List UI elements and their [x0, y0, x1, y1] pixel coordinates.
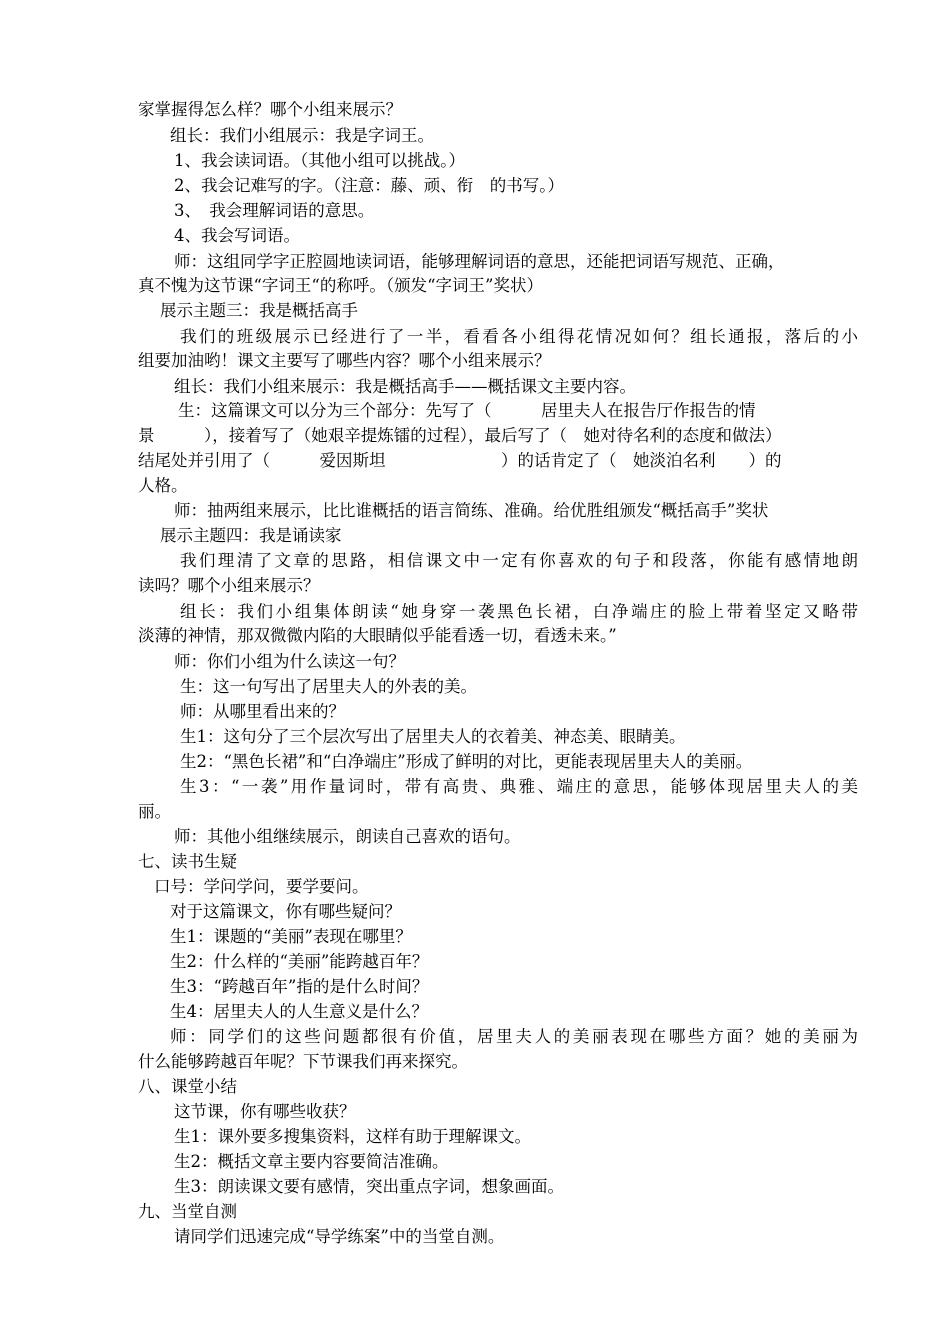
- text-line: 人格。: [138, 476, 188, 495]
- text-line: 组长：我们小组来展示：我是概括高手——概括课文主要内容。: [174, 377, 636, 396]
- text-line: 生2：什么样的“美丽”能跨越百年？: [170, 952, 429, 971]
- section-heading: 展示主题三：我是概括高手: [160, 301, 358, 320]
- text-line: 这节课，你有哪些收获？: [174, 1102, 356, 1121]
- section-heading: 七、读书生疑: [138, 852, 237, 871]
- text-line: 组长：我们小组展示：我是字词王。: [170, 126, 434, 145]
- text-line: 家掌握得怎么样？哪个小组来展示？: [138, 100, 402, 119]
- text-line: 组要加油哟！课文主要写了哪些内容？哪个小组来展示？: [138, 351, 551, 370]
- text-line: 生3：“跨越百年”指的是什么时间？: [170, 977, 429, 996]
- text-line: 生3：朗读课文要有感情，突出重点字词，想象画面。: [174, 1177, 564, 1196]
- text-line: 师：你们小组为什么读这一句？: [174, 652, 405, 671]
- text-line: 生1：这句分了三个层次写出了居里夫人的衣着美、神态美、眼睛美。: [180, 727, 686, 746]
- text-line: 淡薄的神情，那双微微内陷的大眼睛似乎能看透一切，看透未来。”: [138, 626, 617, 645]
- text-line: 师：同学们的这些问题都很有价值，居里夫人的美丽表现在哪些方面？她的美丽为: [170, 1027, 858, 1046]
- section-heading: 九、当堂自测: [138, 1202, 237, 1221]
- text-line: 生1：课题的“美丽”表现在哪里？: [170, 927, 412, 946]
- section-heading: 八、课堂小结: [138, 1077, 237, 1096]
- text-line: 师：这组同学字正腔圆地读词语，能够理解词语的意思，还能把词语写规范、正确，: [174, 252, 785, 271]
- text-line: 2、我会记难写的字。（注意：藤、顽、衔 的书写。）: [174, 176, 564, 195]
- text-line: 3、 我会理解词语的意思。: [174, 201, 375, 220]
- text-line: 我们的班级展示已经进行了一半，看看各小组得花情况如何？组长通报，落后的小: [180, 327, 858, 346]
- text-line: 师：抽两组来展示，比比谁概括的语言简练、准确。给优胜组颁发“概括高手”奖状: [174, 501, 769, 520]
- text-line: 师：从哪里看出来的？: [180, 702, 345, 721]
- text-line: 师：其他小组继续展示，朗读自己喜欢的语句。: [174, 827, 521, 846]
- text-line: 口号：学问学问，要学要问。: [154, 877, 369, 896]
- text-line: 真不愧为这节课“字词王“的称呼。（颁发“字词王”奖状）: [138, 276, 543, 295]
- text-line: 景 ），接着写了（她艰辛提炼镭的过程），最后写了（ 她对待名利的态度和做法）: [138, 426, 782, 445]
- text-line: 我们理清了文章的思路，相信课文中一定有你喜欢的句子和段落，你能有感情地朗: [180, 551, 858, 570]
- text-line: 结尾处并引用了（ 爱因斯坦 ）的话肯定了（ 她淡泊名利 ）的: [138, 451, 782, 470]
- text-line: 请同学们迅速完成“导学练案”中的当堂自测。: [174, 1227, 505, 1246]
- text-line: 生1：课外要多搜集资料，这样有助于理解课文。: [174, 1127, 531, 1146]
- text-line: 读吗？哪个小组来展示？: [138, 576, 320, 595]
- text-line: 生4：居里夫人的人生意义是什么？: [170, 1002, 428, 1021]
- text-line: 生：这一句写出了居里夫人的外表的美。: [180, 677, 477, 696]
- text-line: 4、我会写词语。: [174, 226, 300, 245]
- text-line: 1、我会读词语。（其他小组可以挑战。）: [174, 151, 465, 170]
- text-line: 生2：“黑色长裙”和“白净端庄”形成了鲜明的对比，更能表现居里夫人的美丽。: [180, 752, 753, 771]
- section-heading: 展示主题四：我是诵读家: [160, 526, 342, 545]
- text-line: 什么能够跨越百年呢？下节课我们再来探究。: [138, 1052, 468, 1071]
- text-line: 生：这篇课文可以分为三个部分：先写了（ 居里夫人在报告厅作报告的情: [178, 401, 756, 420]
- text-line: 组长：我们小组集体朗读“她身穿一袭黑色长裙，白净端庄的脸上带着坚定又略带: [180, 602, 858, 621]
- text-line: 对于这篇课文，你有哪些疑问？: [170, 902, 401, 921]
- text-line: 丽。: [138, 802, 171, 821]
- text-line: 生3：“一袭”用作量词时，带有高贵、典雅、端庄的意思，能够体现居里夫人的美: [180, 777, 858, 796]
- text-line: 生2：概括文章主要内容要简洁准确。: [174, 1152, 449, 1171]
